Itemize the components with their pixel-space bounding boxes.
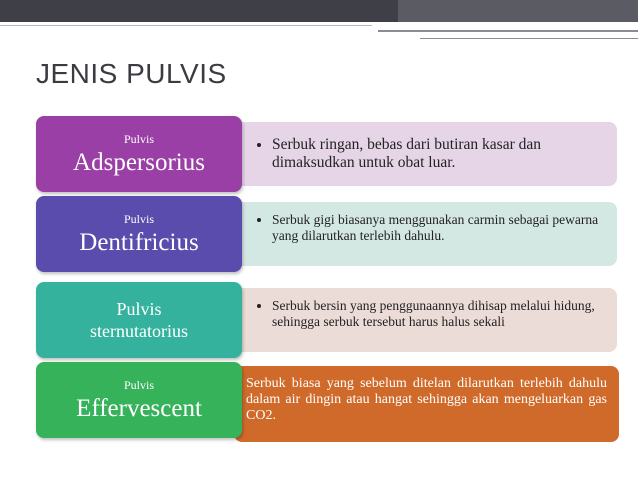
label-box-dentifricius [36, 196, 242, 272]
label-big: Adspersorius [73, 148, 205, 176]
description-text: Serbuk biasa yang sebelum ditelan dilarutkan terlebih dahulu dalam air dingin atau hangat sehingga akan mengeluarkan gas CO2. [246, 376, 607, 423]
label-box-adspersorius [36, 116, 242, 192]
description-box-dentifricius [232, 202, 617, 266]
decorative-line [420, 38, 638, 39]
label-big: Effervescent [76, 394, 202, 422]
label-big: Dentifricius [79, 228, 199, 256]
label-small: Pulvis [123, 377, 154, 392]
description-text: • Serbuk bersin yang penggunaannya dihisap melalui hidung, sehingga serbuk tersebut harus halus sekali [272, 298, 601, 330]
description-box-adspersorius [232, 122, 617, 186]
description-box-effervescent [234, 366, 619, 442]
decorative-line [378, 30, 638, 32]
decorative-line [0, 25, 372, 26]
description-text: • Serbuk ringan, bebas dari butiran kasar dan dimaksudkan untuk obat luar. [272, 136, 601, 172]
description-text: • Serbuk gigi biasanya menggunakan carmin sebagai pewarna yang dilarutkan terlebih dahulu. [272, 212, 601, 244]
label-small: Pulvis [123, 131, 154, 146]
label-line2: sternutatorius [90, 321, 188, 341]
description-box-sternutatorius [232, 288, 617, 352]
label-box-sternutatorius [36, 282, 242, 358]
label-box-effervescent [36, 362, 242, 438]
top-bar-accent [398, 0, 638, 22]
slide-title: JENIS PULVIS [36, 58, 227, 89]
label-line1: Pulvis [116, 299, 162, 319]
label-small: Pulvis [123, 211, 154, 226]
